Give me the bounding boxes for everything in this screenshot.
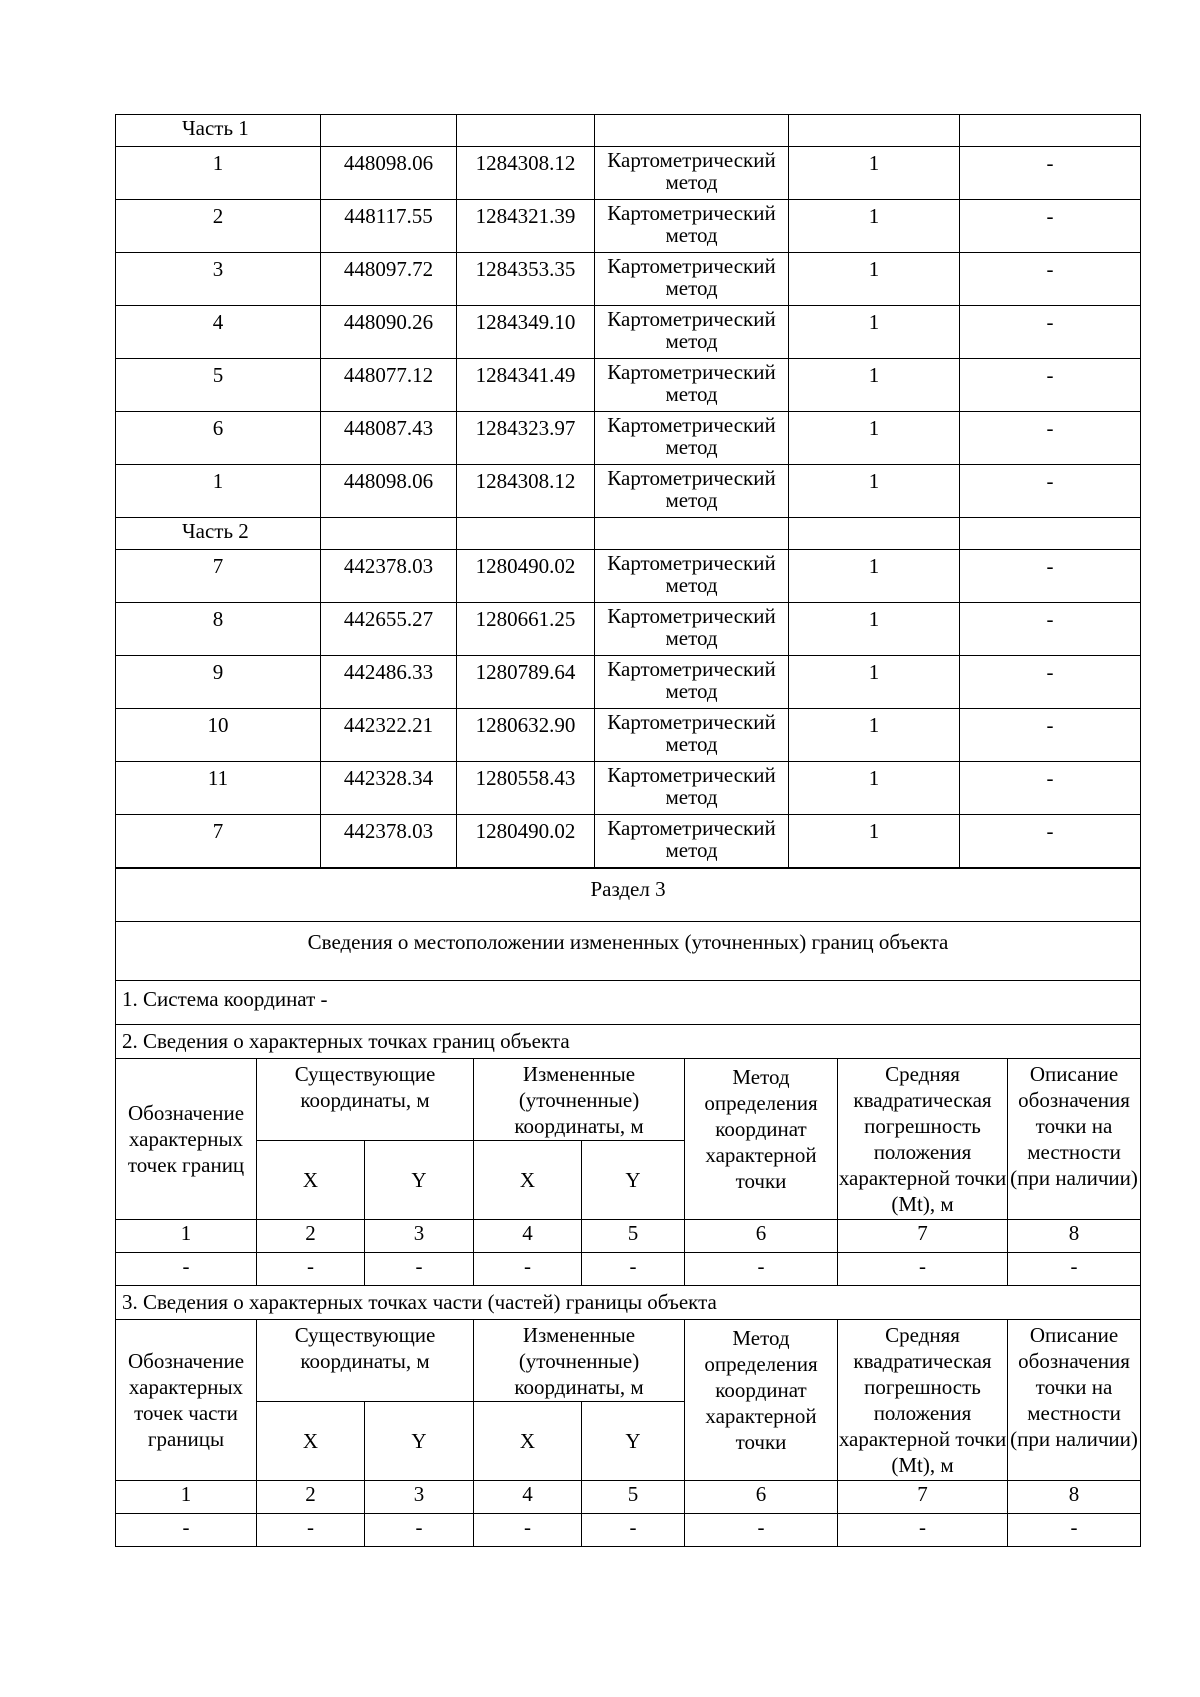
empty-value: - <box>474 1514 582 1547</box>
points-table-body <box>116 115 1141 868</box>
x-coordinate: 448098.06 <box>321 465 457 518</box>
x-header: X <box>474 1140 582 1220</box>
description-header: Описание обозначения точки на местности (при наличии) <box>1008 1320 1141 1481</box>
x-coordinate: 448117.55 <box>321 200 457 253</box>
empty-value: - <box>257 1514 365 1547</box>
x-coordinate: 442655.27 <box>321 603 457 656</box>
x-coordinate: 448077.12 <box>321 359 457 412</box>
table-row <box>116 709 1141 762</box>
column-number: 1 <box>116 1481 257 1514</box>
empty-value: - <box>116 1253 257 1286</box>
description-value: - <box>960 359 1141 412</box>
empty-value: - <box>685 1253 838 1286</box>
x-header: X <box>257 1140 365 1220</box>
column-number: 7 <box>838 1481 1008 1514</box>
description-value: - <box>960 147 1141 200</box>
point-number: 1 <box>116 465 321 518</box>
description-value: - <box>960 762 1141 815</box>
method-cell: Картометрический метод <box>595 709 789 762</box>
header-b-row1 <box>116 1320 1141 1402</box>
empty-cell <box>789 115 960 147</box>
description-value: - <box>960 603 1141 656</box>
empty-value: - <box>1008 1253 1141 1286</box>
y-coordinate: 1284341.49 <box>457 359 595 412</box>
mt-value: 1 <box>789 656 960 709</box>
x-header: X <box>257 1401 365 1481</box>
empty-cell <box>457 518 595 550</box>
empty-value: - <box>838 1514 1008 1547</box>
method-cell: Картометрический метод <box>595 603 789 656</box>
empty-cell <box>960 518 1141 550</box>
x-coordinate: 448097.72 <box>321 253 457 306</box>
empty-value: - <box>365 1253 474 1286</box>
point-number: 7 <box>116 815 321 868</box>
y-coordinate: 1280789.64 <box>457 656 595 709</box>
mt-value: 1 <box>789 359 960 412</box>
mt-value: 1 <box>789 200 960 253</box>
parts-heading: 3. Сведения о характерных точках части (частей) границы объекта <box>116 1286 1141 1320</box>
column-numbers-row <box>116 1481 1141 1514</box>
points-heading: 2. Сведения о характерных точках границ объекта <box>116 1025 1141 1059</box>
empty-cell <box>321 518 457 550</box>
x-coordinate: 448090.26 <box>321 306 457 359</box>
y-coordinate: 1284353.35 <box>457 253 595 306</box>
table-row <box>116 656 1141 709</box>
y-coordinate: 1284349.10 <box>457 306 595 359</box>
parts-heading-row <box>116 1286 1141 1320</box>
part-label: Часть 1 <box>116 115 321 147</box>
designation-header: Обозначение характерных точек части границы <box>116 1320 257 1481</box>
empty-cell <box>960 115 1141 147</box>
empty-value: - <box>1008 1514 1141 1547</box>
empty-cell <box>595 518 789 550</box>
designation-header: Обозначение характерных точек границ <box>116 1059 257 1220</box>
column-number: 8 <box>1008 1481 1141 1514</box>
point-number: 2 <box>116 200 321 253</box>
empty-value: - <box>838 1253 1008 1286</box>
y-coordinate: 1280490.02 <box>457 550 595 603</box>
column-number: 5 <box>582 1481 685 1514</box>
method-cell: Картометрический метод <box>595 253 789 306</box>
x-coordinate: 448098.06 <box>321 147 457 200</box>
column-number: 2 <box>257 1220 365 1253</box>
table-row <box>116 359 1141 412</box>
y-coordinate: 1280490.02 <box>457 815 595 868</box>
point-number: 11 <box>116 762 321 815</box>
table-row <box>116 306 1141 359</box>
changed-header: Измененные (уточненные) координаты, м <box>474 1320 685 1402</box>
empty-value: - <box>365 1514 474 1547</box>
mt-value: 1 <box>789 603 960 656</box>
y-coordinate: 1280661.25 <box>457 603 595 656</box>
column-number: 6 <box>685 1220 838 1253</box>
table-row <box>116 465 1141 518</box>
section3-subtitle: Сведения о местоположении измененных (уточненных) границ объекта <box>116 922 1141 981</box>
y-coordinate: 1284308.12 <box>457 147 595 200</box>
y-coordinate: 1280632.90 <box>457 709 595 762</box>
mt-value: 1 <box>789 815 960 868</box>
method-cell: Картометрический метод <box>595 147 789 200</box>
section3-title-row <box>116 869 1141 922</box>
column-number: 2 <box>257 1481 365 1514</box>
column-numbers-row <box>116 1220 1141 1253</box>
x-coordinate: 442486.33 <box>321 656 457 709</box>
mt-value: 1 <box>789 253 960 306</box>
description-value: - <box>960 815 1141 868</box>
empty-value: - <box>116 1514 257 1547</box>
mt-header: Средняя квадратическая погрешность положения характерной точки (Mt), м <box>838 1059 1008 1220</box>
existing-header: Существующие координаты, м <box>257 1059 474 1141</box>
empty-cell <box>789 518 960 550</box>
description-value: - <box>960 550 1141 603</box>
mt-value: 1 <box>789 147 960 200</box>
table-row <box>116 412 1141 465</box>
point-number: 7 <box>116 550 321 603</box>
empty-value: - <box>582 1253 685 1286</box>
mt-value: 1 <box>789 550 960 603</box>
column-number: 8 <box>1008 1220 1141 1253</box>
description-value: - <box>960 253 1141 306</box>
section3-table <box>115 868 1141 1547</box>
method-cell: Картометрический метод <box>595 656 789 709</box>
existing-header: Существующие координаты, м <box>257 1320 474 1402</box>
empty-value: - <box>257 1253 365 1286</box>
method-cell: Картометрический метод <box>595 200 789 253</box>
point-number: 1 <box>116 147 321 200</box>
x-coordinate: 448087.43 <box>321 412 457 465</box>
section3-subtitle-row <box>116 922 1141 981</box>
method-cell: Картометрический метод <box>595 465 789 518</box>
table-row <box>116 253 1141 306</box>
mt-value: 1 <box>789 465 960 518</box>
column-number: 3 <box>365 1481 474 1514</box>
x-coordinate: 442378.03 <box>321 550 457 603</box>
mt-value: 1 <box>789 709 960 762</box>
y-coordinate: 1284323.97 <box>457 412 595 465</box>
table-row <box>116 815 1141 868</box>
empty-value: - <box>474 1253 582 1286</box>
y-header: Y <box>365 1140 474 1220</box>
method-cell: Картометрический метод <box>595 306 789 359</box>
changed-header: Измененные (уточненные) координаты, м <box>474 1059 685 1141</box>
header-a-row1 <box>116 1059 1141 1141</box>
mt-value: 1 <box>789 412 960 465</box>
description-value: - <box>960 465 1141 518</box>
part-header-row <box>116 115 1141 147</box>
point-number: 9 <box>116 656 321 709</box>
column-number: 4 <box>474 1481 582 1514</box>
description-value: - <box>960 200 1141 253</box>
method-cell: Картометрический метод <box>595 762 789 815</box>
column-number: 5 <box>582 1220 685 1253</box>
description-value: - <box>960 709 1141 762</box>
mt-value: 1 <box>789 762 960 815</box>
point-number: 8 <box>116 603 321 656</box>
column-number: 1 <box>116 1220 257 1253</box>
y-coordinate: 1284308.12 <box>457 465 595 518</box>
coord-system-text: 1. Система координат - <box>116 981 1141 1025</box>
mt-header: Средняя квадратическая погрешность положения характерной точки (Mt), м <box>838 1320 1008 1481</box>
point-number: 3 <box>116 253 321 306</box>
empty-values-row <box>116 1514 1141 1547</box>
x-coordinate: 442328.34 <box>321 762 457 815</box>
description-value: - <box>960 306 1141 359</box>
table-row <box>116 550 1141 603</box>
description-value: - <box>960 412 1141 465</box>
y-header: Y <box>365 1401 474 1481</box>
table-row <box>116 603 1141 656</box>
empty-cell <box>457 115 595 147</box>
method-header: Метод определения координат характерной точки <box>685 1059 838 1220</box>
y-coordinate: 1280558.43 <box>457 762 595 815</box>
empty-value: - <box>582 1514 685 1547</box>
method-cell: Картометрический метод <box>595 550 789 603</box>
column-number: 4 <box>474 1220 582 1253</box>
point-number: 4 <box>116 306 321 359</box>
description-header: Описание обозначения точки на местности (при наличии) <box>1008 1059 1141 1220</box>
points-table <box>115 114 1141 868</box>
y-header: Y <box>582 1401 685 1481</box>
table-row <box>116 147 1141 200</box>
point-number: 10 <box>116 709 321 762</box>
part-header-row <box>116 518 1141 550</box>
column-number: 7 <box>838 1220 1008 1253</box>
document-page <box>115 114 1140 1547</box>
column-number: 6 <box>685 1481 838 1514</box>
coord-system-row <box>116 981 1141 1025</box>
point-number: 5 <box>116 359 321 412</box>
empty-cell <box>321 115 457 147</box>
method-header: Метод определения координат характерной точки <box>685 1320 838 1481</box>
x-coordinate: 442322.21 <box>321 709 457 762</box>
empty-value: - <box>685 1514 838 1547</box>
description-value: - <box>960 656 1141 709</box>
empty-cell <box>595 115 789 147</box>
method-cell: Картометрический метод <box>595 412 789 465</box>
table-row <box>116 762 1141 815</box>
method-cell: Картометрический метод <box>595 815 789 868</box>
method-cell: Картометрический метод <box>595 359 789 412</box>
x-coordinate: 442378.03 <box>321 815 457 868</box>
empty-values-row <box>116 1253 1141 1286</box>
table-row <box>116 200 1141 253</box>
x-header: X <box>474 1401 582 1481</box>
part-label: Часть 2 <box>116 518 321 550</box>
y-coordinate: 1284321.39 <box>457 200 595 253</box>
column-number: 3 <box>365 1220 474 1253</box>
mt-value: 1 <box>789 306 960 359</box>
points-heading-row <box>116 1025 1141 1059</box>
y-header: Y <box>582 1140 685 1220</box>
section3-title: Раздел 3 <box>116 869 1141 922</box>
point-number: 6 <box>116 412 321 465</box>
